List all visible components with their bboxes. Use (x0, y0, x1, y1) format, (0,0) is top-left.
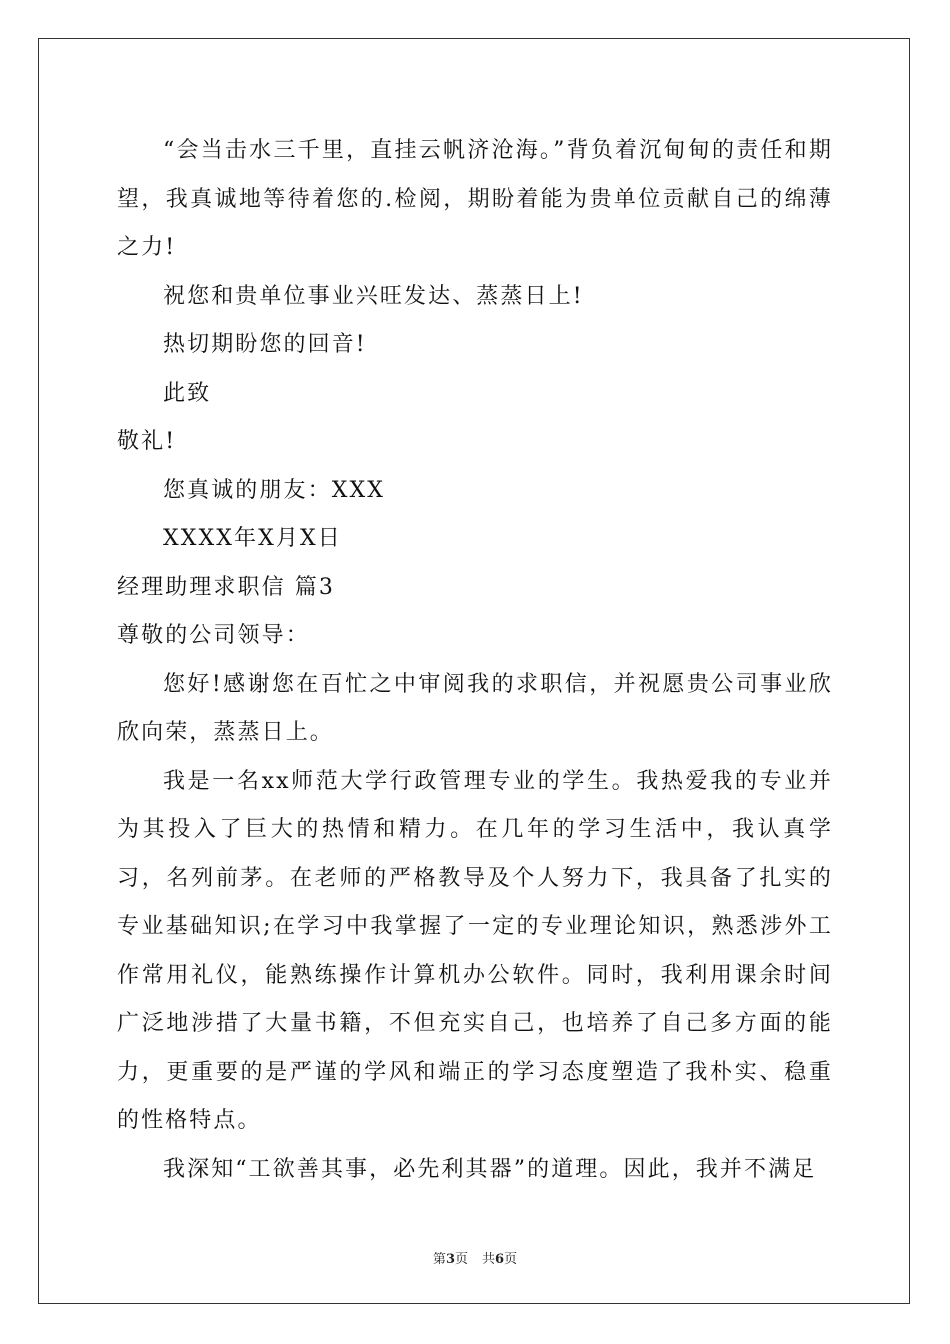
document-body (117, 127, 833, 1194)
date-line: XXXX年X月X日 (163, 526, 342, 551)
total-prefix: 共 (482, 1252, 496, 1267)
section-title: 经理助理求职信 篇3 (117, 574, 335, 600)
greeting: 尊敬的公司领导： (117, 623, 310, 648)
paragraph-background: 我是一名xx师范大学行政管理专业的学生。我热爱我的专业并为其投入了巨大的热情和精力。在几年的学习生活中，我认真学习，名列前茅。在老师的严格教导及个人努力下，我具备了扎实的专业基础知识;在学习中我掌握了一定的专业理论知识，熟悉涉外工作常用礼仪，能熟练操作计算机办公软件。同时，我利用课余时间广泛地涉措了大量书籍，不但充实自己，也培养了自己多方面的能力，更重要的是严谨的学风和端正的学习态度塑造了我朴实、稳重的性格特点。 (117, 768, 833, 1133)
paragraph-motto: 我深知“工欲善其事，必先利其器”的道理。因此，我并不满足 (163, 1156, 817, 1182)
salutation-jingli: 敬礼! (117, 429, 177, 454)
paragraph-closing-quote: “会当击水三千里，直挂云帆济沧海。”背负着沉甸甸的责任和期望，我真诚地等待着您的.检阅，期盼着能为贵单位贡献自己的绵薄之力! (117, 138, 833, 260)
signature: 您真诚的朋友：XXX (163, 477, 385, 503)
page-suffix: 页 (454, 1252, 468, 1267)
total-suffix: 页 (504, 1252, 518, 1267)
page-prefix: 第 (432, 1252, 446, 1267)
paragraph-wishes: 祝您和贵单位事业兴旺发达、蒸蒸日上! (163, 283, 584, 309)
current-page-number: 3 (445, 1252, 455, 1267)
salutation-cizhi: 此致 (163, 380, 212, 406)
total-page-number: 6 (495, 1252, 505, 1267)
paragraph-await-reply: 热切期盼您的回音! (163, 332, 367, 357)
page-footer (0, 1248, 950, 1267)
paragraph-thanks: 您好!感谢您在百忙之中审阅我的求职信，并祝愿贵公司事业欣欣向荣，蒸蒸日上。 (117, 671, 833, 745)
